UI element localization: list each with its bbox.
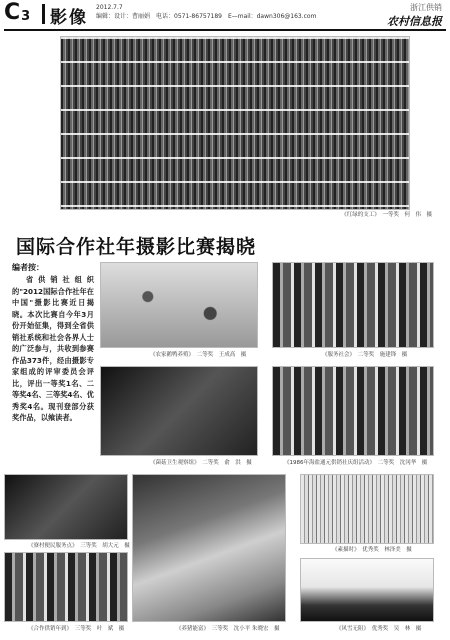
issue-date: 2012.7.7 [96, 4, 123, 11]
header-meta [96, 3, 316, 21]
hero-caption: 《红绿的支工》 一等奖 何 伟 摄 [341, 212, 432, 218]
photo-poultry-farm [100, 262, 258, 348]
page-digit: 3 [21, 9, 31, 24]
photo-caption: 《农家鹅鸭养殖》 二等奖 王成高 摄 [150, 352, 247, 358]
photo-caption: 《素描时》 优秀奖 林泽美 摄 [332, 547, 412, 553]
hero-photo [60, 36, 410, 210]
photo-village-store [4, 474, 128, 540]
photo-caption: 《菌菇卫生观察组》 二等奖 俞 洪 摄 [150, 460, 252, 466]
photo-factory-worker [100, 366, 258, 456]
photo-caption: 《养猪能富》 三等奖 沈小平 朱晓宏 摄 [176, 626, 280, 632]
photo-bamboo-wall [300, 474, 434, 544]
publisher [387, 2, 442, 29]
photo-caption: 《合作供销年到》 三等奖 叶 斌 摄 [28, 626, 125, 632]
photo-caption: 《寮村便民服务点》 三等奖 胡大元 摄 [28, 543, 130, 549]
header-divider [42, 4, 45, 24]
header-rule [4, 29, 446, 31]
page-letter: C [4, 0, 21, 25]
editor-line: 编辑：设计：曹丽娟 电话：0571-86757189 E—mail：dawn306@163.com [96, 13, 317, 20]
photo-service-stall [272, 262, 434, 348]
photo-pig-farmer [132, 474, 286, 622]
photo-snow-workers [300, 558, 434, 622]
photo-crowd-street [4, 552, 128, 622]
publisher-line-1: 浙江供销 [410, 3, 442, 12]
article-title: 国际合作社年摄影比赛揭晓 [16, 236, 257, 258]
page-number [4, 2, 30, 24]
photo-caption: 《1986年海盐通元供销社庆组活动》 二等奖 沈冈华 摄 [284, 460, 428, 466]
photo-group-meeting [272, 366, 434, 456]
photo-caption: 《服务社会》 二等奖 施建锋 摄 [322, 352, 408, 358]
photo-caption: 《风雪无阻》 优秀奖 吴 林 摄 [336, 626, 422, 632]
publisher-logo: 农村信息报 [387, 15, 442, 28]
note-heading: 编者按： [12, 263, 44, 272]
section-title: 影像 [50, 8, 88, 28]
note-body: 省供销社组织的"2012国际合作社年在中国"摄影比赛近日揭晓。本次比赛自今年3月份开始征集，得到全省供销社系统和社会各界人士的广泛参与，共收到参赛作品373件，经由摄影专家组成的评审委员会评比，评出一等奖1名、二等奖4名、三等奖4名、优秀奖4名。现刊登部分获奖作品，以飨读者。 [12, 275, 94, 422]
